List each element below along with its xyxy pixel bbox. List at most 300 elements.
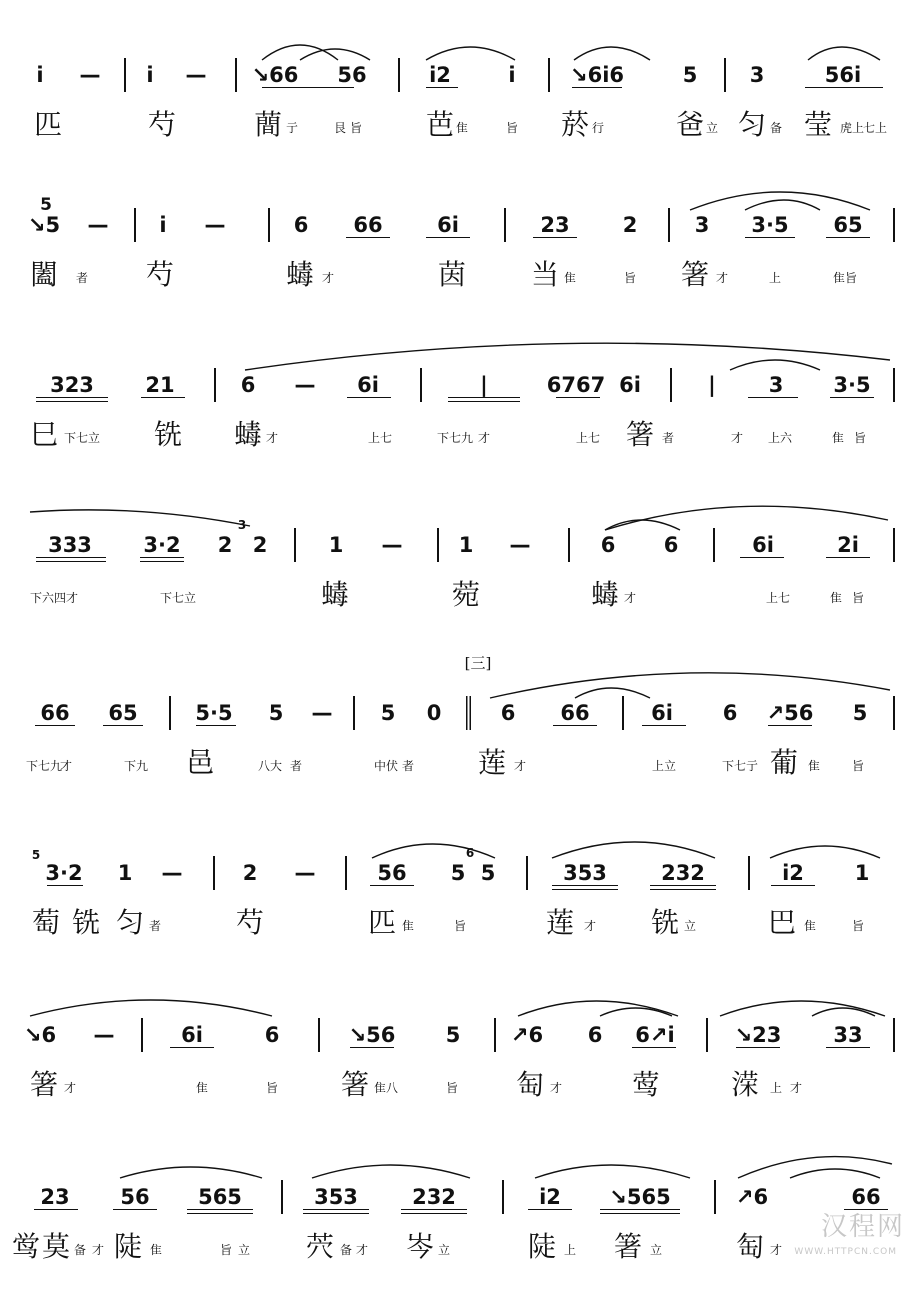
beam-line <box>552 885 618 886</box>
score-system-8 <box>0 1152 915 1302</box>
jianpu-note: 6 <box>600 533 616 557</box>
jianzipu-line-5 <box>0 738 915 798</box>
barline <box>893 1018 895 1052</box>
double-barline <box>466 696 471 730</box>
jianpu-note: 3·5 <box>833 373 871 397</box>
jianzipu-glyph: 溁 <box>730 1068 760 1101</box>
jianpu-note: 5 <box>445 1023 461 1047</box>
jianzipu-mark: 下九 <box>123 759 149 773</box>
jianzipu-mark: 中伏 <box>373 759 399 773</box>
beam-line <box>346 237 390 238</box>
jianzipu-mark: 才 <box>583 919 597 933</box>
jianzipu-mark: 上立 <box>651 759 677 773</box>
jianzipu-mark: 才 <box>789 1081 803 1095</box>
beam-line <box>600 1209 680 1210</box>
jianpu-note: ↗6 <box>735 1185 769 1209</box>
jianzipu-mark: 下六四 <box>29 591 67 605</box>
jianzipu-mark: 旨 <box>505 121 519 135</box>
beam-line <box>303 1209 369 1210</box>
jianpu-dash: — <box>204 213 226 237</box>
score-system-1 <box>0 30 915 180</box>
jianzipu-glyph: 蝳 <box>285 258 315 291</box>
barline <box>437 528 439 562</box>
beam-line <box>650 885 716 886</box>
jianzipu-mark: 者 <box>148 919 162 933</box>
barline <box>134 208 136 242</box>
jianzipu-glyph: 箸 <box>613 1230 643 1263</box>
jianpu-note: 6767 <box>546 373 606 397</box>
jianzipu-glyph: 匋 <box>515 1068 545 1101</box>
jianzipu-mark: 隹 <box>455 121 469 135</box>
jianzipu-mark: 隹 <box>195 1081 209 1095</box>
jianpu-grace: 6 <box>465 846 475 860</box>
jianzipu-mark: 立 <box>649 1243 663 1257</box>
score-system-3 <box>0 340 915 490</box>
jianzipu-glyph: 蝳 <box>320 578 350 611</box>
jianzipu-mark: 旨 <box>445 1081 459 1095</box>
jianpu-line-8 <box>0 1152 915 1208</box>
beam-line <box>113 1209 157 1210</box>
barline <box>724 58 726 92</box>
beam-line <box>642 725 686 726</box>
jianzipu-mark: 上六 <box>767 431 793 445</box>
beam-line <box>528 1209 572 1210</box>
jianzipu-glyph: 蝳 <box>590 578 620 611</box>
jianpu-note: 6i <box>181 1023 203 1047</box>
jianzipu-mark: 下七立 <box>63 431 101 445</box>
jianpu-note: 6 <box>500 701 516 725</box>
jianzipu-glyph: 箸 <box>680 258 710 291</box>
jianzipu-glyph: 葡 <box>769 746 799 779</box>
beam-line <box>736 1047 780 1048</box>
jianpu-note: i <box>159 213 167 237</box>
jianpu-line-2 <box>0 180 915 236</box>
jianpu-note: 1 <box>117 861 133 885</box>
jianzipu-mark: 上七 <box>765 591 791 605</box>
jianpu-note: 6 <box>663 533 679 557</box>
jianzipu-mark: 才 <box>623 591 637 605</box>
beam-line <box>572 87 622 88</box>
jianzipu-mark: 者 <box>75 271 89 285</box>
jianpu-note: 66 <box>353 213 383 237</box>
jianpu-dash: — <box>87 213 109 237</box>
jianzipu-mark: 旨 <box>453 919 467 933</box>
jianzipu-mark: 下七亍 <box>721 759 759 773</box>
jianpu-note: 3 <box>694 213 710 237</box>
jianpu-grace: 3 <box>237 518 247 532</box>
jianzipu-mark: 隹八 <box>373 1081 399 1095</box>
barline <box>124 58 126 92</box>
jianpu-note: 6i <box>651 701 673 725</box>
barline <box>706 1018 708 1052</box>
jianzipu-glyph: 莲 <box>545 906 575 939</box>
barline <box>345 856 347 890</box>
beam-line <box>141 397 185 398</box>
jianpu-note: 23 <box>40 1185 70 1209</box>
jianzipu-mark: 行 <box>591 121 605 135</box>
jianpu-note: 33 <box>833 1023 863 1047</box>
jianpu-note: | <box>480 373 488 397</box>
barline <box>893 368 895 402</box>
jianpu-line-7 <box>0 990 915 1046</box>
beam-line <box>36 397 108 398</box>
jianzipu-glyph: 匋 <box>735 1230 765 1263</box>
beam-line <box>830 397 874 398</box>
jianpu-note: 66 <box>851 1185 881 1209</box>
jianpu-note: ↘56 <box>348 1023 396 1047</box>
slur-marks <box>0 500 915 556</box>
jianpu-dash: — <box>93 1023 115 1047</box>
jianpu-note: 2 <box>242 861 258 885</box>
jianzipu-mark: 才 <box>513 759 527 773</box>
jianzipu-line-2 <box>0 250 915 310</box>
barline <box>235 58 237 92</box>
jianzipu-glyph: 闔 <box>29 258 59 291</box>
score-system-4 <box>0 500 915 650</box>
barline <box>353 696 355 730</box>
jianpu-dash: — <box>161 861 183 885</box>
beam-line <box>600 1213 680 1214</box>
beam-line <box>826 557 870 558</box>
jianzipu-line-3 <box>0 410 915 470</box>
jianzipu-mark: 旨 <box>851 919 865 933</box>
jianzipu-glyph: 爸 <box>675 108 705 141</box>
jianzipu-glyph: 陡 <box>527 1230 557 1263</box>
jianzipu-mark: 七上 <box>862 121 888 135</box>
jianzipu-mark: 隹 <box>829 591 843 605</box>
beam-line <box>187 1209 253 1210</box>
jianzipu-glyph: 鸴 <box>11 1230 41 1263</box>
beam-line <box>748 397 798 398</box>
jianzipu-mark: 上七 <box>575 431 601 445</box>
jianpu-note: 6 <box>293 213 309 237</box>
beam-line <box>533 237 577 238</box>
jianzipu-mark: 旨 <box>219 1243 233 1257</box>
jianzipu-glyph: 莺 <box>631 1068 661 1101</box>
barline <box>893 696 895 730</box>
jianpu-dash: — <box>185 63 207 87</box>
beam-line <box>196 725 236 726</box>
jianzipu-mark: 上 <box>768 271 782 285</box>
jianzipu-glyph: 巴 <box>767 906 797 939</box>
jianzipu-glyph: 岑 <box>405 1230 435 1263</box>
beam-line <box>187 1213 253 1214</box>
jianpu-note: 66 <box>560 701 590 725</box>
beam-line <box>34 1209 78 1210</box>
jianzipu-mark: 备 <box>73 1243 87 1257</box>
jianzipu-line-1 <box>0 100 915 160</box>
jianzipu-mark: 隹 <box>401 919 415 933</box>
barline <box>281 1180 283 1214</box>
jianzipu-mark: 者 <box>289 759 303 773</box>
beam-line <box>448 397 520 398</box>
jianzipu-mark: 下七立 <box>159 591 197 605</box>
jianzipu-glyph: 铣 <box>153 418 183 451</box>
beam-line <box>401 1213 467 1214</box>
jianzipu-line-6 <box>0 898 915 958</box>
jianzipu-mark: 旨 <box>623 271 637 285</box>
beam-line <box>303 1213 369 1214</box>
barline <box>494 1018 496 1052</box>
jianpu-note: 323 <box>50 373 94 397</box>
jianzipu-line-7 <box>0 1060 915 1120</box>
jianzipu-mark: 隹旨 <box>832 271 858 285</box>
jianpu-note: 6i <box>437 213 459 237</box>
jianpu-dash: — <box>294 373 316 397</box>
jianzipu-glyph: 芍 <box>147 108 177 141</box>
jianzipu-glyph: 箸 <box>340 1068 370 1101</box>
beam-line <box>170 1047 214 1048</box>
jianpu-note: 21 <box>145 373 175 397</box>
jianpu-note: ↘66 <box>251 63 299 87</box>
barline <box>568 528 570 562</box>
jianpu-note: 56i <box>824 63 862 87</box>
jianzipu-mark: 隹 <box>807 759 821 773</box>
jianpu-note: 3 <box>768 373 784 397</box>
jianzipu-glyph: 蕳 <box>253 108 283 141</box>
jianzipu-mark: 隹 <box>149 1243 163 1257</box>
jianpu-note: 2 <box>622 213 638 237</box>
jianzipu-glyph: 匀 <box>737 108 767 141</box>
beam-line <box>47 885 83 886</box>
beam-line <box>771 885 815 886</box>
jianzipu-mark: 立 <box>237 1243 251 1257</box>
jianpu-note: 6↗i <box>635 1023 675 1047</box>
beam-line <box>768 725 812 726</box>
jianzipu-glyph: 芍 <box>235 906 265 939</box>
jianzipu-mark: 才 <box>321 271 335 285</box>
beam-line <box>350 1047 394 1048</box>
jianpu-note: i2 <box>539 1185 561 1209</box>
jianpu-note: ↘6i6 <box>569 63 625 87</box>
beam-line <box>140 557 184 558</box>
jianzipu-mark: 才 <box>477 431 491 445</box>
barline <box>504 208 506 242</box>
jianzipu-mark: 上七 <box>367 431 393 445</box>
jianzipu-mark: 才 <box>65 591 79 605</box>
jianpu-note: ↘23 <box>734 1023 782 1047</box>
barline <box>294 528 296 562</box>
jianzipu-glyph: 菸 <box>560 108 590 141</box>
jianpu-note: 65 <box>833 213 863 237</box>
barline <box>714 1180 716 1214</box>
barline <box>398 58 400 92</box>
slur-marks <box>0 30 915 86</box>
barline <box>141 1018 143 1052</box>
jianpu-note: 56 <box>337 63 367 87</box>
jianpu-note: 2i <box>837 533 859 557</box>
jianpu-dash: — <box>79 63 101 87</box>
jianzipu-mark: 者 <box>401 759 415 773</box>
jianzipu-glyph: 萄 <box>31 906 61 939</box>
jianpu-note: 5 <box>268 701 284 725</box>
beam-line <box>826 1047 870 1048</box>
jianpu-note: i <box>36 63 44 87</box>
jianpu-note: 3 <box>749 63 765 87</box>
jianpu-note: 0 <box>426 701 442 725</box>
jianzipu-glyph: 当 <box>530 258 560 291</box>
barline <box>893 208 895 242</box>
jianzipu-mark: 立 <box>437 1243 451 1257</box>
jianpu-line-6 <box>0 828 915 884</box>
barline <box>318 1018 320 1052</box>
jianpu-note: 6i <box>357 373 379 397</box>
jianpu-dash: — <box>311 701 333 725</box>
site-watermark: 汉程网 <box>820 1212 905 1242</box>
beam-line <box>552 889 618 890</box>
jianpu-note: 6i <box>752 533 774 557</box>
jianzipu-mark: 立 <box>705 121 719 135</box>
jianpu-note: 353 <box>314 1185 358 1209</box>
jianzipu-mark: 下七九 <box>25 759 63 773</box>
jianpu-note: 2 <box>217 533 233 557</box>
jianpu-note: 5 <box>480 861 496 885</box>
jianpu-note: ↘565 <box>609 1185 671 1209</box>
jianzipu-glyph: 匹 <box>367 906 397 939</box>
jianpu-note: 5·5 <box>195 701 233 725</box>
beam-line <box>370 885 414 886</box>
jianpu-grace: 5 <box>40 195 52 215</box>
jianzipu-mark: 才 <box>549 1081 563 1095</box>
jianpu-note: 1 <box>458 533 474 557</box>
jianzipu-mark: 备 <box>339 1243 353 1257</box>
score-system-6 <box>0 828 915 978</box>
jianzipu-line-4 <box>0 570 915 630</box>
beam-line <box>140 561 184 562</box>
jianzipu-glyph: 莹 <box>803 108 833 141</box>
barline <box>548 58 550 92</box>
jianpu-note: 565 <box>198 1185 242 1209</box>
jianzipu-mark: 旨 <box>853 431 867 445</box>
beam-line <box>556 397 600 398</box>
jianzipu-mark: 下七九 <box>436 431 474 445</box>
jianpu-note: 1 <box>854 861 870 885</box>
jianzipu-mark: 虎上 <box>839 121 865 135</box>
jianpu-note: 6i <box>619 373 641 397</box>
jianzipu-glyph: 陡 <box>113 1230 143 1263</box>
jianpu-note: 1 <box>328 533 344 557</box>
jianpu-note: 3·2 <box>45 861 83 885</box>
jianpu-note: | <box>708 373 716 397</box>
barline <box>268 208 270 242</box>
barline <box>213 856 215 890</box>
jianzipu-glyph: 箸 <box>29 1068 59 1101</box>
beam-line <box>36 561 106 562</box>
jianpu-note: i2 <box>429 63 451 87</box>
beam-line <box>805 87 883 88</box>
jianpu-note: 3·2 <box>143 533 181 557</box>
barline <box>713 528 715 562</box>
beam-line <box>426 237 470 238</box>
jianpu-note: 66 <box>40 701 70 725</box>
jianpu-dash: — <box>294 861 316 885</box>
jianzipu-glyph: 铣 <box>650 906 680 939</box>
jianzipu-mark: 才 <box>91 1243 105 1257</box>
beam-line <box>448 401 520 402</box>
barline <box>169 696 171 730</box>
jianpu-note: 56 <box>120 1185 150 1209</box>
barline <box>502 1180 504 1214</box>
jianzipu-glyph: 茓 <box>305 1230 335 1263</box>
jianpu-note: 5 <box>450 861 466 885</box>
jianzipu-mark: 备 <box>769 121 783 135</box>
jianpu-note: ↘6 <box>23 1023 57 1047</box>
jianpu-dash: — <box>381 533 403 557</box>
beam-line <box>401 1209 467 1210</box>
beam-line <box>632 1047 676 1048</box>
jianpu-note: ↘5 <box>27 213 61 237</box>
beam-line <box>826 237 870 238</box>
jianpu-note: 232 <box>661 861 705 885</box>
jianzipu-line-8 <box>0 1222 915 1282</box>
jianzipu-mark: 才 <box>715 271 729 285</box>
jianzipu-mark: 才 <box>63 1081 77 1095</box>
jianpu-note: i2 <box>782 861 804 885</box>
jianzipu-glyph: 铣 <box>71 906 101 939</box>
score-system-2 <box>0 180 915 330</box>
jianzipu-mark: 上 <box>563 1243 577 1257</box>
jianzipu-glyph: 菀 <box>451 578 481 611</box>
jianzipu-glyph: 箸 <box>625 418 655 451</box>
jianzipu-mark: 才 <box>59 759 73 773</box>
barline <box>670 368 672 402</box>
beam-line <box>740 557 784 558</box>
barline <box>526 856 528 890</box>
section-number: [三] <box>464 654 492 672</box>
beam-line <box>553 725 597 726</box>
jianpu-note: 5 <box>682 63 698 87</box>
jianpu-note: 353 <box>563 861 607 885</box>
jianzipu-mark: 才 <box>730 431 744 445</box>
beam-line <box>36 557 106 558</box>
jianzipu-mark: 才 <box>355 1243 369 1257</box>
jianpu-note: 5 <box>380 701 396 725</box>
jianpu-note: 6 <box>264 1023 280 1047</box>
jianzipu-mark: 旨 <box>851 759 865 773</box>
barline <box>748 856 750 890</box>
jianpu-note: ↗6 <box>510 1023 544 1047</box>
jianzipu-glyph: 芭 <box>425 108 455 141</box>
barline <box>420 368 422 402</box>
beam-line <box>426 87 458 88</box>
jianpu-note: 2 <box>252 533 268 557</box>
jianzipu-glyph: 茵 <box>437 258 467 291</box>
jianpu-line-4 <box>0 500 915 556</box>
score-system-7 <box>0 990 915 1140</box>
jianzipu-mark: 艮 <box>333 121 347 135</box>
jianzipu-glyph: 匹 <box>33 108 63 141</box>
site-watermark-url: WWW.HTTPCN.COM <box>794 1247 897 1257</box>
beam-line <box>745 237 795 238</box>
barline <box>214 368 216 402</box>
jianpu-note: 6 <box>722 701 738 725</box>
jianpu-note: 65 <box>108 701 138 725</box>
jianpu-note: 5 <box>852 701 868 725</box>
jianpu-note: 56 <box>377 861 407 885</box>
jianzipu-mark: 旨 <box>349 121 363 135</box>
jianzipu-glyph: 匀 <box>115 906 145 939</box>
jianzipu-mark: 隹 <box>803 919 817 933</box>
score-system-5 <box>0 668 915 818</box>
jianzipu-mark: 者 <box>661 431 675 445</box>
jianzipu-mark: 隹 <box>831 431 845 445</box>
jianzipu-mark: 隹 <box>563 271 577 285</box>
jianzipu-glyph: 莲 <box>477 746 507 779</box>
beam-line <box>262 87 354 88</box>
jianpu-line-1 <box>0 30 915 86</box>
jianzipu-mark: 立 <box>683 919 697 933</box>
barline <box>668 208 670 242</box>
